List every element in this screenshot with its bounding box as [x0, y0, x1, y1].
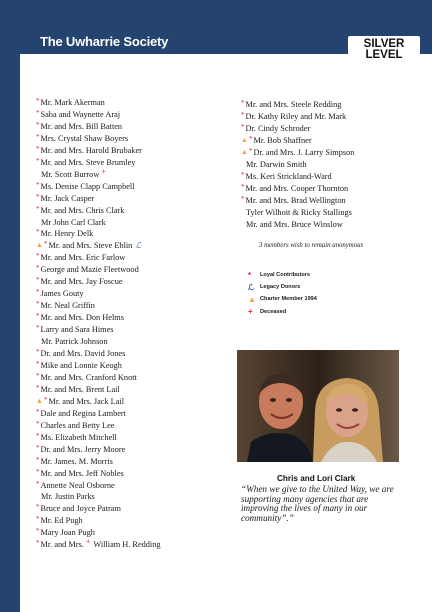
donor-name: Mr John Carl Clark	[41, 217, 106, 227]
loyal-star-icon: *	[36, 359, 40, 368]
donor-name: Dr. and Mrs. David Jones	[40, 349, 126, 359]
donor-row	[36, 205, 161, 217]
donor-row	[241, 111, 354, 123]
donor-row	[36, 491, 161, 503]
donor-row	[241, 159, 354, 171]
donor-name: Larry and Sara Himes	[40, 325, 114, 335]
loyal-star-icon: *	[36, 300, 40, 309]
loyal-star-icon: *	[241, 194, 245, 203]
donor-name: Ms. Keri Strickland-Ward	[245, 171, 332, 181]
loyal-star-icon: *	[36, 97, 40, 105]
legend	[248, 269, 317, 318]
donor-row	[36, 300, 161, 312]
charter-triangle-icon: ▲	[36, 396, 43, 405]
level-line-1: SILVER	[363, 38, 405, 50]
donor-name: Charles and Betty Lee	[40, 420, 115, 430]
quote-text: “When we give to the United Way, we are supporting many agencies that are improving the lives of many in our community”.”	[241, 484, 394, 523]
donor-row	[36, 288, 161, 300]
donor-row	[36, 133, 161, 145]
loyal-star-icon: *	[43, 240, 48, 249]
loyal-star-icon: *	[36, 204, 40, 213]
donor-name: Mike and Lonnie Keogh	[40, 360, 122, 370]
loyal-star-icon: *	[36, 252, 40, 261]
loyal-star-icon: *	[36, 431, 40, 440]
donor-row	[241, 171, 354, 183]
donor-row	[36, 252, 161, 264]
donor-name: Mr. and Mrs. Don Helms	[40, 313, 124, 323]
donor-list-left	[36, 97, 161, 551]
donor-name-tail: William H. Redding	[93, 540, 161, 550]
level-badge	[348, 36, 420, 66]
legend-star-icon: *	[248, 270, 252, 280]
donor-row	[36, 539, 161, 551]
donor-name: Mr. and Mrs. Brad Wellington	[245, 195, 346, 205]
donor-name: Mr. Jack Casper	[40, 193, 95, 203]
deceased-cross-icon: +	[85, 537, 91, 547]
donor-row	[36, 480, 161, 492]
donor-name: Mrs. Crystal Shaw Boyers	[40, 133, 129, 143]
loyal-star-icon: *	[36, 144, 40, 153]
donor-name: Mr. and Mrs.	[40, 540, 84, 550]
loyal-star-icon: *	[36, 539, 40, 548]
loyal-star-icon: *	[36, 503, 40, 512]
legend-item	[248, 306, 317, 318]
donor-row	[36, 109, 161, 121]
loyal-star-icon: *	[36, 383, 40, 392]
donor-name: Mr. and Mrs. Steve Eblin	[48, 241, 133, 251]
legend-label: Loyal Contributors	[260, 272, 311, 279]
donor-row	[36, 193, 161, 205]
loyal-star-icon: *	[36, 120, 40, 129]
donor-row	[241, 219, 354, 231]
charter-triangle-icon: ▲	[36, 241, 43, 250]
donor-name: Dale and Regina Lambert	[40, 408, 126, 418]
donor-row	[36, 396, 161, 408]
loyal-star-icon: *	[36, 276, 40, 285]
loyal-star-icon: *	[241, 122, 245, 131]
donor-name: Dr. and Mrs. Jerry Moore	[40, 444, 126, 454]
donor-name: Mr. and Mrs. Bruce Winslow	[246, 219, 343, 229]
legend-label: Legacy Donors	[260, 284, 301, 291]
legend-cross-icon: +	[248, 307, 253, 317]
donor-row	[36, 312, 161, 324]
donor-row	[36, 336, 161, 348]
donor-row	[36, 372, 161, 384]
donor-name: James Gouty	[40, 289, 84, 299]
loyal-star-icon: *	[241, 170, 245, 179]
donor-name: Mr. and Mrs. Jay Foscue	[40, 277, 123, 287]
legend-item	[248, 269, 317, 281]
loyal-star-icon: *	[36, 156, 40, 165]
donor-row	[36, 408, 161, 420]
legend-item	[248, 293, 317, 305]
loyal-star-icon: *	[241, 110, 245, 119]
sidebar-band	[0, 54, 20, 612]
legacy-quill-icon: ℒ	[135, 241, 142, 251]
loyal-star-icon: *	[36, 407, 40, 416]
legend-tri-icon: ▲	[248, 294, 256, 304]
loyal-star-icon: *	[241, 99, 245, 107]
donor-row	[36, 384, 161, 396]
loyal-star-icon: *	[36, 192, 40, 201]
loyal-star-icon: *	[248, 134, 253, 143]
donor-list-right	[241, 99, 354, 230]
level-line-2: LEVEL	[365, 49, 403, 61]
donor-name: Mr. Henry Delk	[40, 229, 94, 239]
charter-triangle-icon: ▲	[241, 147, 248, 156]
donor-name: Mr. Patrick Johnson	[41, 337, 108, 347]
donor-name: Mr. Darwin Smith	[246, 159, 307, 169]
donor-name: Bruce and Joyce Patram	[40, 504, 121, 514]
donor-name: Saba and Waynette Araj	[40, 109, 121, 119]
donor-row	[241, 147, 354, 159]
loyal-star-icon: *	[36, 515, 40, 524]
loyal-star-icon: *	[36, 228, 40, 237]
loyal-star-icon: *	[36, 443, 40, 452]
donor-name: Mary Joan Pugh	[40, 528, 95, 538]
donor-name: Ms. Elizabeth Mitchell	[40, 432, 117, 442]
loyal-star-icon: *	[36, 419, 40, 428]
donor-row	[36, 468, 161, 480]
deceased-cross-icon: +	[101, 166, 106, 176]
donor-name: Mr. and Mrs. Bill Batten	[40, 121, 123, 131]
donor-row	[36, 515, 161, 527]
loyal-star-icon: *	[36, 371, 40, 380]
loyal-star-icon: *	[36, 132, 40, 141]
loyal-star-icon: *	[36, 264, 40, 273]
loyal-star-icon: *	[36, 348, 40, 357]
donor-row	[36, 527, 161, 539]
donor-row	[241, 195, 354, 207]
donor-name: Mr. and Mrs. Cranford Knott	[40, 372, 137, 382]
donor-row	[36, 121, 161, 133]
charter-triangle-icon: ▲	[241, 135, 248, 144]
photo-illustration	[237, 350, 399, 462]
donor-row	[36, 217, 161, 229]
loyal-star-icon: *	[43, 395, 48, 404]
donor-name: Dr. and Mrs. J. Larry Simpson	[253, 147, 355, 157]
donor-row	[36, 420, 161, 432]
donor-row	[241, 207, 354, 219]
donor-row	[36, 324, 161, 336]
donor-photo	[237, 350, 399, 462]
donor-row	[36, 181, 161, 193]
loyal-star-icon: *	[36, 455, 40, 464]
loyal-star-icon: *	[36, 180, 40, 189]
donor-name: Tyler Wilhoit & Ricky Stallings	[246, 207, 352, 217]
donor-row	[36, 145, 161, 157]
donor-name: Mr. and Mrs. Chris Clark	[40, 205, 125, 215]
legend-item	[248, 281, 317, 293]
legend-label: Deceased	[260, 308, 287, 315]
donor-name: Ms. Denise Clapp Campbell	[40, 181, 135, 191]
donor-name: Mr. James. M. Morris	[40, 456, 113, 466]
donor-name: Mr. Ed Pugh	[40, 516, 83, 526]
donor-name: Mr. Mark Akerman	[40, 98, 105, 107]
photo-caption: Chris and Lori Clark	[277, 474, 356, 483]
donor-name: Dr. Cindy Schroder	[245, 123, 311, 133]
loyal-star-icon: *	[36, 479, 40, 488]
donor-row	[36, 97, 161, 109]
donor-name: Mr. and Mrs. Jeff Nobles	[40, 468, 124, 478]
donor-name: Mr. Bob Shaffner	[253, 135, 312, 145]
donor-name: Mr. and Mrs. Harold Brubaker	[40, 145, 142, 155]
donor-row	[36, 503, 161, 515]
loyal-star-icon: *	[36, 324, 40, 333]
donor-name: Dr. Kathy Riley and Mr. Mark	[245, 111, 347, 121]
donor-name: Mr. and Mrs. Eric Farlow	[40, 253, 126, 263]
anonymous-note: 3 members wish to remain anonymous	[259, 242, 364, 249]
loyal-star-icon: *	[248, 146, 253, 155]
donor-row	[36, 276, 161, 288]
donor-name: Mr. and Mrs. Steve Brumley	[40, 157, 136, 167]
donor-row	[36, 360, 161, 372]
donor-name: Mr. Justin Parks	[41, 492, 95, 502]
donor-name: Mr. Neal Griffin	[40, 301, 95, 311]
loyal-star-icon: *	[36, 108, 40, 117]
loyal-star-icon: *	[36, 467, 40, 476]
donor-row	[36, 157, 161, 169]
donor-row	[36, 166, 161, 181]
donor-row	[241, 183, 354, 195]
donor-name: Mr. and Mrs. Steele Redding	[245, 100, 342, 109]
donor-name: Annette Neal Osborne	[40, 480, 115, 490]
donor-row	[36, 264, 161, 276]
legend-label: Charter Member 1994	[260, 296, 317, 303]
donor-name: Mr. and Mrs. Cooper Thornton	[245, 183, 349, 193]
donor-row	[36, 456, 161, 468]
donor-row	[241, 123, 354, 135]
donor-row	[36, 228, 161, 240]
donor-name: Mr. and Mrs. Brent Lail	[40, 384, 120, 394]
donor-row	[36, 432, 161, 444]
donor-name: Mr. Scott Burrow	[41, 169, 100, 179]
loyal-star-icon: *	[36, 288, 40, 297]
donor-name: George and Mazie Fleetwood	[40, 265, 139, 275]
loyal-star-icon: *	[241, 182, 245, 191]
loyal-star-icon: *	[36, 312, 40, 321]
legend-quill-icon: ℒ	[248, 282, 254, 292]
donor-row	[241, 135, 354, 147]
donor-row	[36, 348, 161, 360]
loyal-star-icon: *	[36, 527, 40, 536]
page-title: The Uwharrie Society	[40, 34, 169, 49]
donor-name: Mr. and Mrs. Jack Lail	[48, 396, 125, 406]
donor-row	[36, 240, 161, 252]
donor-row	[241, 99, 354, 111]
donor-row	[36, 444, 161, 456]
